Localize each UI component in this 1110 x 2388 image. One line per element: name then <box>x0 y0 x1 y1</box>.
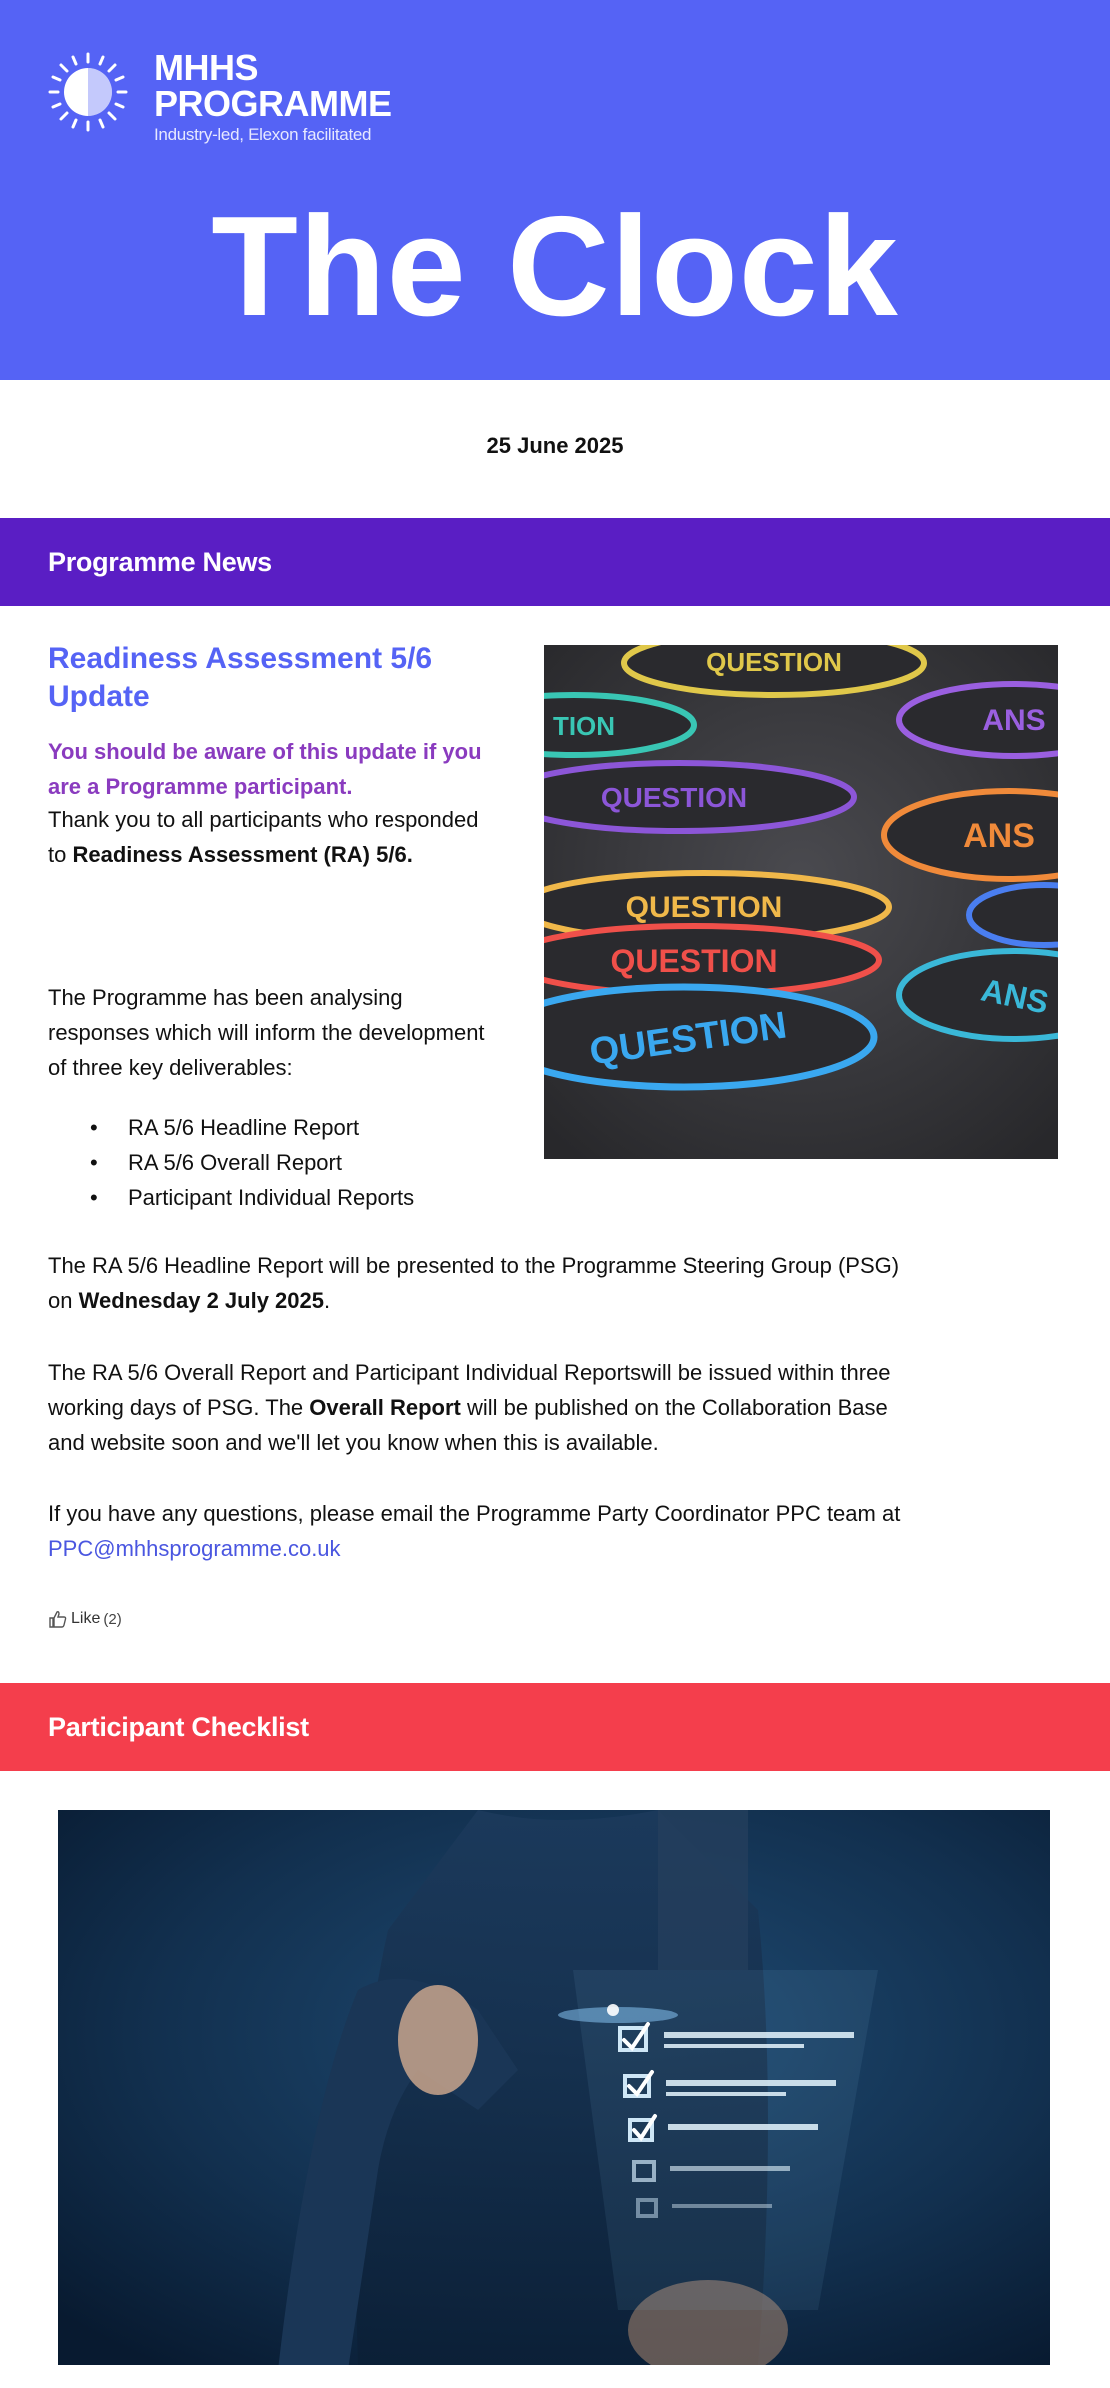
article-title[interactable]: Readiness Assessment 5/6 Update <box>48 642 433 713</box>
question-bubbles-image <box>544 645 1058 1159</box>
svg-text:QUESTION: QUESTION <box>600 782 748 813</box>
like-button[interactable] <box>48 1610 122 1628</box>
like-count: (2) <box>103 1610 122 1628</box>
para1-end: . <box>406 842 413 867</box>
svg-text:ANS: ANS <box>978 971 1052 1021</box>
list-item: • RA 5/6 Overall Report <box>128 1145 414 1180</box>
article-subtitle: You should be aware of this update if you are a Programme participant. <box>48 739 482 799</box>
para3-date: Wednesday 2 July 2025 <box>78 1288 324 1313</box>
masthead-title: The Clock <box>211 187 899 346</box>
article-paragraph-5 <box>48 1496 1058 1566</box>
list-item: • RA 5/6 Headline Report <box>128 1110 414 1145</box>
para4-bold: Overall Report <box>309 1395 461 1420</box>
para3-on: on <box>48 1288 79 1313</box>
businessman-checklist-illustration <box>58 1810 1050 2365</box>
para3-line1: The RA 5/6 Headline Report will be presented to the Programme Steering Group (PSG) <box>48 1253 900 1278</box>
issue-date: 25 June 2025 <box>486 433 624 458</box>
para3-line2 <box>48 1283 1058 1318</box>
deliverables-list <box>48 1110 414 1215</box>
article-paragraph-4 <box>48 1355 1058 1460</box>
svg-text:ANS: ANS <box>982 704 1046 737</box>
list-item: • Participant Individual Reports <box>128 1180 414 1215</box>
brand-title-line2: PROGRAMME <box>154 83 392 124</box>
svg-text:QUESTION: QUESTION <box>625 891 783 924</box>
thumbs-up-icon <box>48 1610 68 1628</box>
para3-end: . <box>324 1288 331 1313</box>
article-paragraph-1 <box>48 802 498 872</box>
bubble-violet-mid <box>544 763 854 831</box>
para4-line1: The RA 5/6 Overall Report and Participant Individual Reportswill be issued within three <box>48 1360 891 1385</box>
bubble-purple-right <box>899 684 1058 756</box>
svg-text:QUESTION: QUESTION <box>586 1004 790 1074</box>
newsletter-header <box>0 0 1110 380</box>
para4-text2: will be published on the Collaboration Base <box>460 1395 888 1420</box>
para5-text: If you have any questions, please email the Programme Party Coordinator PPC team at <box>48 1501 901 1526</box>
brand-tagline: Industry-led, Elexon facilitated <box>154 125 372 144</box>
like-label: Like <box>71 1610 101 1627</box>
checklist-hero-image <box>58 1810 1050 2365</box>
brand-text <box>154 47 392 148</box>
bubble-blue-large <box>544 987 874 1087</box>
speech-bubbles-illustration <box>544 645 1058 1159</box>
section-header-programme-news: Programme News <box>0 518 1110 606</box>
para1-text: Thank you to all participants who responded to <box>48 807 479 867</box>
para4-text: working days of PSG. The <box>48 1395 310 1420</box>
bubble-red <box>544 926 879 994</box>
mhhs-logo-icon <box>46 50 130 134</box>
para1-bold: Readiness Assessment (RA) 5/6 <box>72 842 407 867</box>
svg-text:ANS: ANS <box>963 817 1035 855</box>
svg-text:QUESTION: QUESTION <box>610 943 778 979</box>
article-paragraph-3 <box>48 1248 1058 1318</box>
para4-line3: and website soon and we'll let you know when this is available. <box>48 1430 659 1455</box>
section-header-participant-checklist: Participant Checklist <box>0 1683 1110 1771</box>
ppc-email-link[interactable]: PPC@mhhsprogramme.co.uk <box>48 1536 341 1561</box>
svg-text:QUESTION: QUESTION <box>706 647 842 677</box>
para4-line2 <box>48 1390 1058 1425</box>
brand-title-line1: MHHS <box>154 47 258 88</box>
article-paragraph-2: The Programme has been analysing responses which will inform the development of three key deliverables: <box>48 985 485 1080</box>
bubble-top <box>624 645 924 695</box>
svg-text:TION: TION <box>552 711 616 741</box>
